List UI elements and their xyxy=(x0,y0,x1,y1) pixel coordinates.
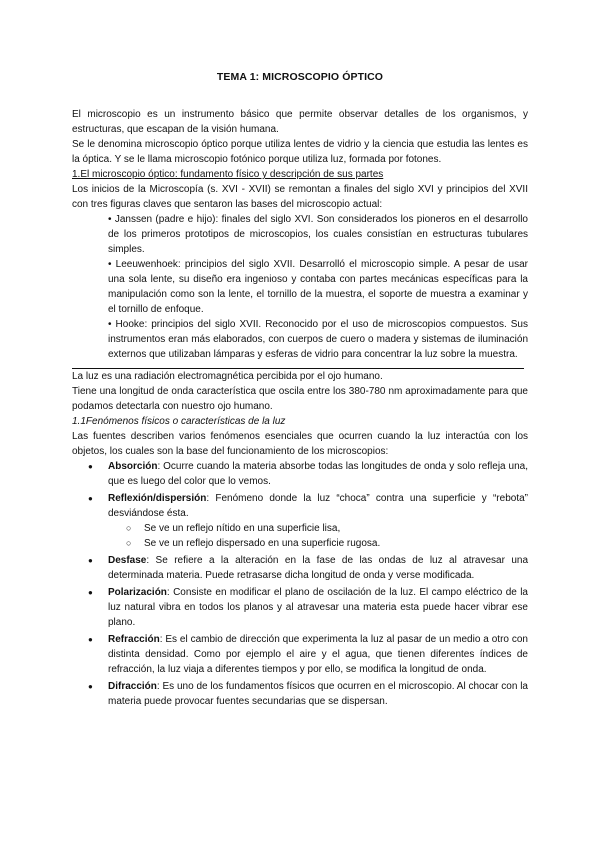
phenomena-list xyxy=(72,459,528,709)
term-absorcion: Absorción xyxy=(108,461,158,472)
desc-difraccion: : Es uno de los fundamentos físicos que ocurren en el microscopio. Al chocar con la materia puede provocar fuentes secundarias que se dispersan. xyxy=(108,681,528,707)
figure-hooke: • Hooke: principios del siglo XVII. Reconocido por el uso de microscopios compuestos. Sus instrumentos eran más elaborados, con cuerpos de cuero o madera y sistemas de iluminación externos que utilizaban lámparas y esferas de vidrio para concentrar la luz sobre la muestra. xyxy=(108,319,528,360)
sublist-item: ○ Se ve un reflejo nítido en una superficie lisa, xyxy=(144,521,528,536)
desc-desfase: : Se refiere a la alteración en la fase de las ondas de luz al atravesar una determinada materia. Puede retrasarse dicha longitud de onda y verse modificada. xyxy=(108,555,528,581)
light-definition: La luz es una radiación electromagnética percibida por el ojo humano. xyxy=(72,371,383,382)
reflexion-sublist xyxy=(108,521,528,551)
sublist-item: ○ Se ve un reflejo dispersado en una superficie rugosa. xyxy=(144,536,528,551)
list-item-polarizacion xyxy=(108,585,528,630)
term-desfase: Desfase xyxy=(108,555,147,566)
desc-absorcion: : Ocurre cuando la materia absorbe todas las longitudes de onda y solo refleja una, que es luego del color que lo vemos. xyxy=(108,461,528,487)
section-1-heading: 1.El microscopio óptico: fundamento físico y descripción de sus partes xyxy=(72,169,384,180)
historical-figures-list xyxy=(72,212,528,362)
term-difraccion: Difracción xyxy=(108,681,157,692)
list-item-reflexion xyxy=(108,491,528,551)
list-item-difraccion xyxy=(108,679,528,709)
figure-leeuwenhoek: • Leeuwenhoek: principios del siglo XVII. Desarrolló el microscopio simple. A pesar de usar una sola lente, su diseño era ingenioso y contaba con partes mecánicas específicas para la manipulación como son la lente, el tornillo de la muestra, el soporte de muestra a examinar y el tornillo de enfoque. xyxy=(108,259,528,315)
term-refraccion: Refracción xyxy=(108,634,160,645)
intro-paragraph-2: Se le denomina microscopio óptico porque utiliza lentes de vidrio y la ciencia que estudia las lentes es la óptica. Y se le llama microscopio fotónico porque utiliza luz, formada por fotones. xyxy=(72,139,528,165)
desc-refraccion: : Es el cambio de dirección que experimenta la luz al pasar de un medio a otro con distinta densidad. Como por ejemplo el aire y el agua, que tienen diferentes índices de refracción, la luz viaja a diferentes tiempos y por ello, se modifica la longitud de onda. xyxy=(108,634,528,675)
list-item-refraccion xyxy=(108,632,528,677)
term-reflexion: Reflexión/dispersión xyxy=(108,493,207,504)
list-item-desfase xyxy=(108,553,528,583)
section-1-1-heading: 1.1Fenómenos físicos o características de la luz xyxy=(72,416,286,427)
desc-reflexion: : Fenómeno donde la luz “choca” contra una superficie y “rebota” desviándose ésta. xyxy=(108,493,528,519)
term-polarizacion: Polarización xyxy=(108,587,167,598)
light-wavelength: Tiene una longitud de onda característica que oscila entre los 380-780 nm aproximadamente para que podamos detectarla con nuestro ojo humano. xyxy=(72,386,528,412)
section-1-1-paragraph: Las fuentes describen varios fenómenos esenciales que ocurren cuando la luz interactúa con los objetos, los cuales son la base del funcionamiento de los microscopios: xyxy=(72,431,528,457)
figure-janssen: • Janssen (padre e hijo): finales del siglo XVI. Son considerados los pioneros en el desarrollo de los primeros prototipos de microscopios, los cuales consistían en estructuras tubulares simples. xyxy=(108,214,528,255)
list-item-absorcion xyxy=(108,459,528,489)
intro-paragraph-1: El microscopio es un instrumento básico que permite observar detalles de los organismos, y estructuras, que escapan de la visión humana. xyxy=(72,109,528,135)
page-title: TEMA 1: MICROSCOPIO ÓPTICO xyxy=(216,71,384,83)
desc-polarizacion: : Consiste en modificar el plano de oscilación de la luz. El campo eléctrico de la luz natural vibra en todos los planos y al atravesar una materia esta puede hacer vibrar ese plano. xyxy=(108,587,528,628)
section-1-paragraph: Los inicios de la Microscopía (s. XVI - XVII) se remontan a finales del siglo XVI y principios del XVII con tres figuras claves que sentaron las bases del microscopio actual: xyxy=(72,184,528,210)
